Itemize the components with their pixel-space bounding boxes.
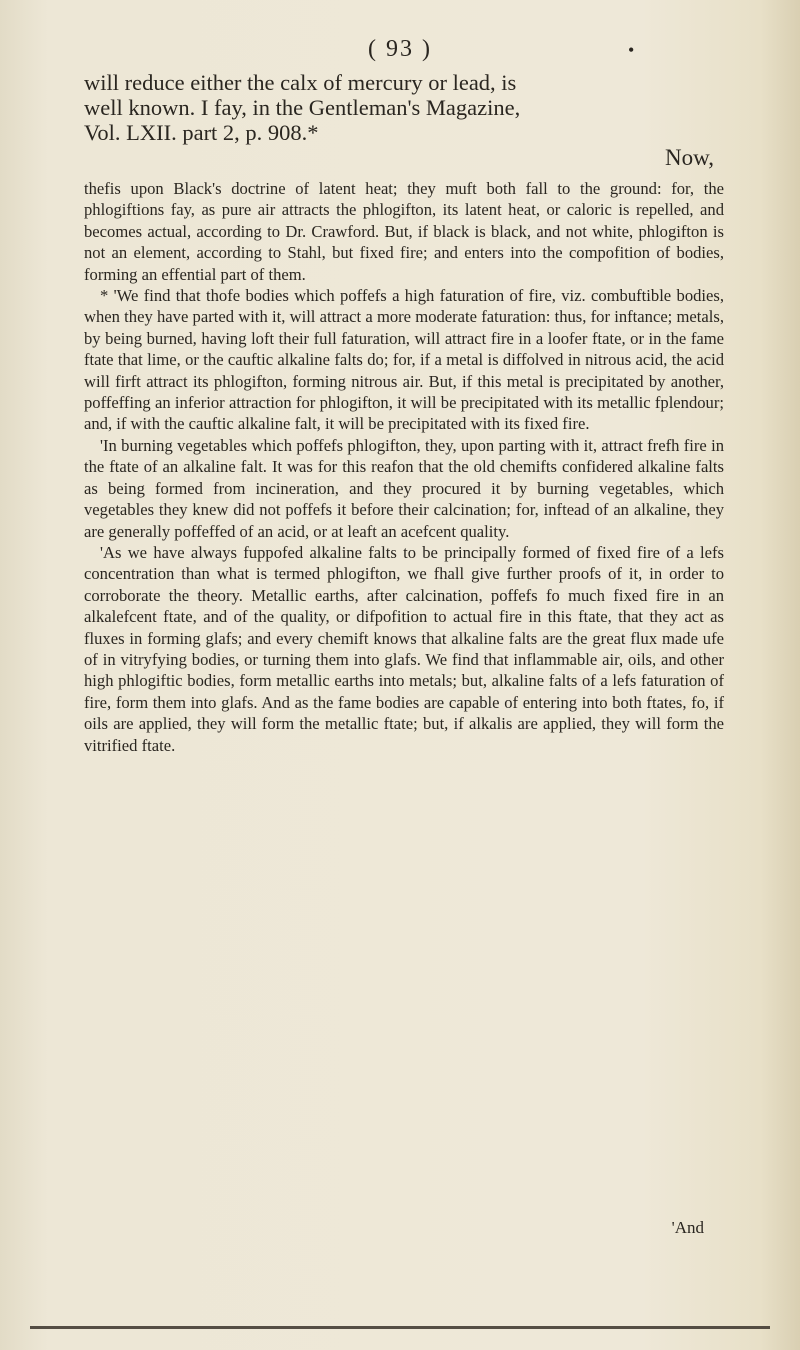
main-text-line: will reduce either the calx of mercury or lead, is xyxy=(84,70,517,95)
footnote-block xyxy=(84,178,724,756)
catchword-main: Now, xyxy=(665,145,714,170)
footnote-paragraph: * 'We find that thofe bodies which poffefs a high faturation of fire, viz. combuftible bodies, when they have parted with it, will attract a more moderate faturation: thus, for inftance; metals, by being burned, having loft their full faturation, will attract fire in a loofer ftate, or in the fame ftate that lime, or the cauftic alkaline falts do; for, if a metal is diffolved in nitrous acid, the acid will firft attract its phlogifton, forming nitrous air. But, if this metal is precipitated by another, poffeffing an inferior attraction for phlogifton, it will be precipitated with its metallic fplendour; and, if with the cauftic alkaline falt, it will be precipitated with its fixed fire. xyxy=(84,286,724,434)
main-text xyxy=(84,70,724,145)
footnote-paragraph: 'As we have always fuppofed alkaline falts to be principally formed of fixed fire of a lefs concentration than what is termed phlogifton, we fhall give further proofs of it, in order to corroborate the theory. Metallic earths, after calcination, poffefs fo much fixed fire in an alkalefcent ftate, and of the quality, or difpofition to actual fire in this ftate, that they act as fluxes in forming glafs; and every chemift knows that alkaline falts are the great flux made ufe of in vitryfying bodies, or turning them into glafs. We find that inflammable air, oils, and other high phlogiftic bodies, form metallic earths into metals; but, alkaline falts of a lefs faturation of fire, form them into glafs. And as the fame bodies are capable of entering into both ftates, fo, if oils are applied, they will form the metallic ftate; but, if alkalis are applied, they will form the vitrified ftate. xyxy=(84,542,724,755)
bottom-rule xyxy=(30,1326,770,1329)
catchword-footnote: 'And xyxy=(671,1218,704,1237)
main-text-line: well known. I fay, in the Gentleman's Magazine, xyxy=(84,95,521,120)
footnote-paragraph: 'In burning vegetables which poffefs phlogifton, they, upon parting with it, attract frefh fire in the ftate of an alkaline falt. It was for this reafon that the old chemifts confidered alkaline falts as being formed from incineration, and they procured it by burning vegetables, which vegetables they knew did not poffefs it before their calcination; for, inftead of an alkaline, they are generally poffeffed of an acid, or at leaft an acefcent quality. xyxy=(84,435,724,541)
main-text-line: Vol. LXII. part 2, p. 908.* xyxy=(84,120,319,145)
footnote-paragraph: thefis upon Black's doctrine of latent heat; they muft both fall to the ground: for, the phlogiftions fay, as pure air attracts the phlogifton, its latent heat, or caloric is repelled, and becomes actual, according to Dr. Crawford. But, if black is black, and not white, phlogifton is not an element, according to Stahl, but fixed fire; and enters into the compofition of bodies, forming an effential part of them. xyxy=(84,179,724,284)
printer-mark: • xyxy=(628,40,635,60)
page-number: ( 93 ) xyxy=(368,36,432,62)
